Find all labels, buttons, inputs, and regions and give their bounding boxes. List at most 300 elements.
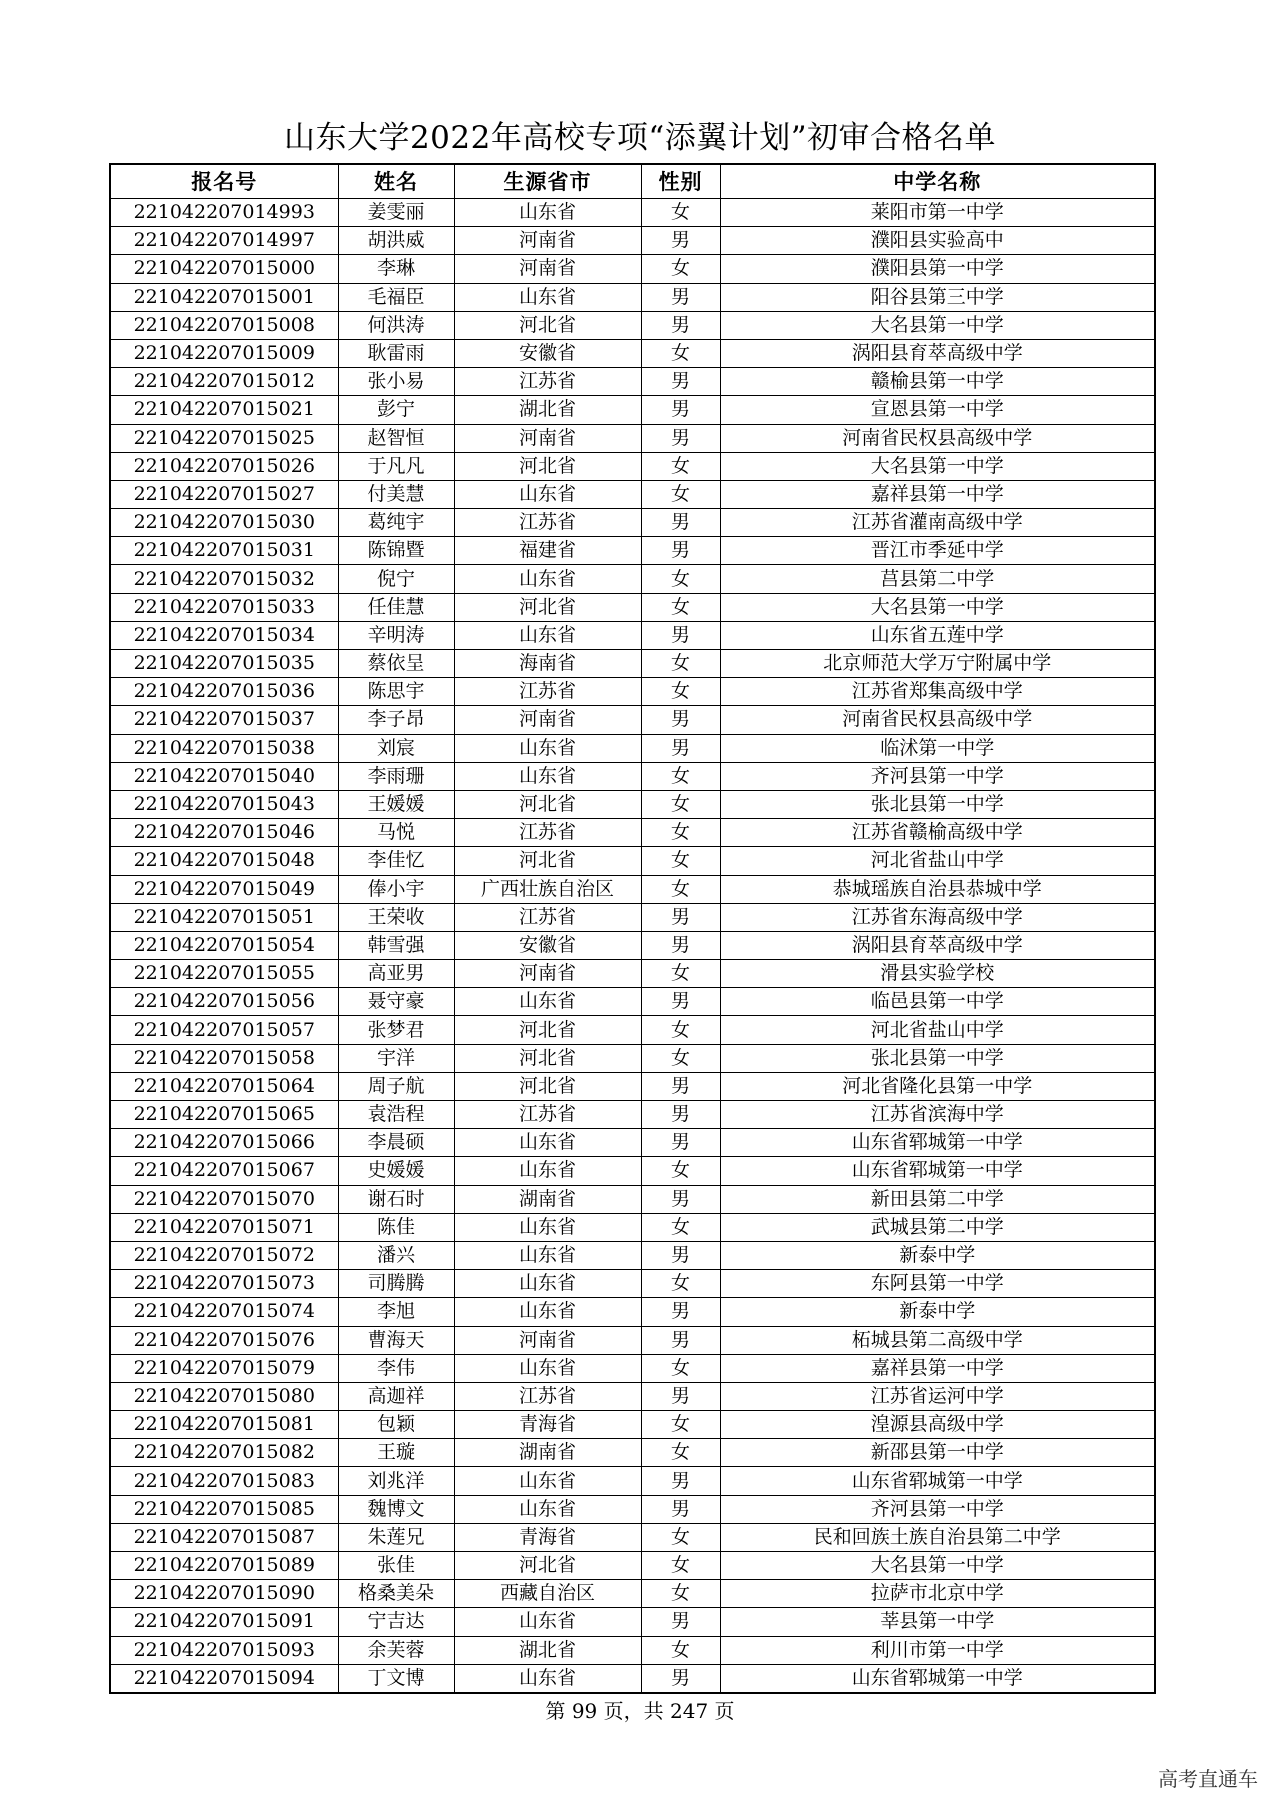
school-cell: 齐河县第一中学 [720, 762, 1155, 790]
school-cell: 拉萨市北京中学 [720, 1580, 1155, 1608]
gender-cell: 男 [641, 1326, 720, 1354]
column-header-name: 姓名 [338, 164, 454, 199]
name-cell: 彭宁 [338, 396, 454, 424]
province-cell: 山东省 [454, 1213, 641, 1241]
table-row [110, 762, 1155, 790]
name-cell: 李雨珊 [338, 762, 454, 790]
name-cell: 聂守豪 [338, 988, 454, 1016]
registration-no-cell: 221042207015090 [110, 1580, 338, 1608]
school-cell: 江苏省灌南高级中学 [720, 509, 1155, 537]
province-cell: 山东省 [454, 199, 641, 227]
province-cell: 青海省 [454, 1523, 641, 1551]
school-cell: 濮阳县实验高中 [720, 227, 1155, 255]
name-cell: 高亚男 [338, 960, 454, 988]
name-cell: 韩雪强 [338, 931, 454, 959]
registration-no-cell: 221042207015079 [110, 1354, 338, 1382]
school-cell: 齐河县第一中学 [720, 1495, 1155, 1523]
province-cell: 河北省 [454, 1016, 641, 1044]
school-cell: 莱阳市第一中学 [720, 199, 1155, 227]
school-cell: 阳谷县第三中学 [720, 283, 1155, 311]
registration-no-cell: 221042207015035 [110, 650, 338, 678]
name-cell: 刘宸 [338, 734, 454, 762]
school-cell: 嘉祥县第一中学 [720, 1354, 1155, 1382]
registration-no-cell: 221042207015043 [110, 790, 338, 818]
registration-no-cell: 221042207015031 [110, 537, 338, 565]
registration-no-cell: 221042207015085 [110, 1495, 338, 1523]
name-cell: 马悦 [338, 819, 454, 847]
province-cell: 江苏省 [454, 903, 641, 931]
name-cell: 于凡凡 [338, 452, 454, 480]
province-cell: 山东省 [454, 988, 641, 1016]
gender-cell: 女 [641, 960, 720, 988]
school-cell: 江苏省滨海中学 [720, 1101, 1155, 1129]
name-cell: 李子昂 [338, 706, 454, 734]
school-cell: 新田县第二中学 [720, 1185, 1155, 1213]
table-row [110, 621, 1155, 649]
province-cell: 河北省 [454, 452, 641, 480]
province-cell: 河南省 [454, 1326, 641, 1354]
registration-no-cell: 221042207015038 [110, 734, 338, 762]
province-cell: 山东省 [454, 565, 641, 593]
gender-cell: 女 [641, 678, 720, 706]
table-row [110, 311, 1155, 339]
table-row [110, 875, 1155, 903]
column-header-province: 生源省市 [454, 164, 641, 199]
gender-cell: 男 [641, 706, 720, 734]
province-cell: 山东省 [454, 283, 641, 311]
gender-cell: 男 [641, 1185, 720, 1213]
table-row [110, 396, 1155, 424]
school-cell: 新泰中学 [720, 1241, 1155, 1269]
registration-no-cell: 221042207015066 [110, 1129, 338, 1157]
province-cell: 湖南省 [454, 1439, 641, 1467]
name-cell: 李晨硕 [338, 1129, 454, 1157]
name-cell: 胡洪威 [338, 227, 454, 255]
registration-no-cell: 221042207015074 [110, 1298, 338, 1326]
name-cell: 李琳 [338, 255, 454, 283]
registration-no-cell: 221042207015049 [110, 875, 338, 903]
candidate-table [109, 163, 1156, 1694]
registration-no-cell: 221042207015076 [110, 1326, 338, 1354]
registration-no-cell: 221042207015087 [110, 1523, 338, 1551]
column-header-gender: 性别 [641, 164, 720, 199]
name-cell: 倪宁 [338, 565, 454, 593]
gender-cell: 男 [641, 396, 720, 424]
table-row [110, 790, 1155, 818]
registration-no-cell: 221042207015008 [110, 311, 338, 339]
table-row [110, 1382, 1155, 1410]
registration-no-cell: 221042207015064 [110, 1072, 338, 1100]
table-row [110, 1580, 1155, 1608]
table-row [110, 1157, 1155, 1185]
province-cell: 福建省 [454, 537, 641, 565]
school-cell: 河北省盐山中学 [720, 1016, 1155, 1044]
gender-cell: 男 [641, 537, 720, 565]
table-row [110, 678, 1155, 706]
province-cell: 江苏省 [454, 819, 641, 847]
name-cell: 谢石时 [338, 1185, 454, 1213]
gender-cell: 女 [641, 847, 720, 875]
school-cell: 湟源县高级中学 [720, 1411, 1155, 1439]
registration-no-cell: 221042207015058 [110, 1044, 338, 1072]
province-cell: 山东省 [454, 762, 641, 790]
table-row [110, 1072, 1155, 1100]
gender-cell: 男 [641, 903, 720, 931]
registration-no-cell: 221042207014997 [110, 227, 338, 255]
school-cell: 河南省民权县高级中学 [720, 424, 1155, 452]
province-cell: 山东省 [454, 1241, 641, 1269]
table-row [110, 1129, 1155, 1157]
registration-no-cell: 221042207015094 [110, 1664, 338, 1693]
table-row [110, 1467, 1155, 1495]
registration-no-cell: 221042207015070 [110, 1185, 338, 1213]
province-cell: 海南省 [454, 650, 641, 678]
gender-cell: 男 [641, 311, 720, 339]
province-cell: 山东省 [454, 1298, 641, 1326]
school-cell: 河北省隆化县第一中学 [720, 1072, 1155, 1100]
table-row [110, 593, 1155, 621]
school-cell: 莘县第一中学 [720, 1608, 1155, 1636]
name-cell: 王媛媛 [338, 790, 454, 818]
gender-cell: 男 [641, 1241, 720, 1269]
province-cell: 山东省 [454, 1270, 641, 1298]
table-row [110, 1241, 1155, 1269]
school-cell: 滑县实验学校 [720, 960, 1155, 988]
table-row [110, 650, 1155, 678]
gender-cell: 女 [641, 1157, 720, 1185]
school-cell: 利川市第一中学 [720, 1636, 1155, 1664]
table-row [110, 1101, 1155, 1129]
watermark-text: 高考直通车 [1158, 1767, 1258, 1791]
province-cell: 江苏省 [454, 509, 641, 537]
name-cell: 丁文博 [338, 1664, 454, 1693]
registration-no-cell: 221042207015034 [110, 621, 338, 649]
table-row [110, 283, 1155, 311]
name-cell: 付美慧 [338, 480, 454, 508]
school-cell: 江苏省赣榆高级中学 [720, 819, 1155, 847]
gender-cell: 女 [641, 1580, 720, 1608]
gender-cell: 女 [641, 1523, 720, 1551]
registration-no-cell: 221042207015082 [110, 1439, 338, 1467]
gender-cell: 男 [641, 988, 720, 1016]
school-cell: 临沭第一中学 [720, 734, 1155, 762]
school-cell: 张北县第一中学 [720, 1044, 1155, 1072]
gender-cell: 女 [641, 1552, 720, 1580]
province-cell: 河南省 [454, 960, 641, 988]
registration-no-cell: 221042207015065 [110, 1101, 338, 1129]
name-cell: 包颖 [338, 1411, 454, 1439]
gender-cell: 女 [641, 199, 720, 227]
school-cell: 张北县第一中学 [720, 790, 1155, 818]
registration-no-cell: 221042207015051 [110, 903, 338, 931]
table-row [110, 1523, 1155, 1551]
name-cell: 辛明涛 [338, 621, 454, 649]
registration-no-cell: 221042207015080 [110, 1382, 338, 1410]
registration-no-cell: 221042207015073 [110, 1270, 338, 1298]
table-row [110, 1636, 1155, 1664]
province-cell: 山东省 [454, 734, 641, 762]
gender-cell: 男 [641, 1101, 720, 1129]
name-cell: 张小易 [338, 368, 454, 396]
name-cell: 蔡依呈 [338, 650, 454, 678]
gender-cell: 男 [641, 734, 720, 762]
table-row [110, 706, 1155, 734]
gender-cell: 女 [641, 650, 720, 678]
table-row [110, 1185, 1155, 1213]
province-cell: 湖北省 [454, 396, 641, 424]
school-cell: 山东省郓城第一中学 [720, 1129, 1155, 1157]
name-cell: 李伟 [338, 1354, 454, 1382]
registration-no-cell: 221042207015040 [110, 762, 338, 790]
province-cell: 河南省 [454, 255, 641, 283]
gender-cell: 女 [641, 1411, 720, 1439]
name-cell: 袁浩程 [338, 1101, 454, 1129]
gender-cell: 女 [641, 1016, 720, 1044]
gender-cell: 女 [641, 339, 720, 367]
table-row [110, 1439, 1155, 1467]
school-cell: 大名县第一中学 [720, 311, 1155, 339]
gender-cell: 男 [641, 1298, 720, 1326]
gender-cell: 男 [641, 621, 720, 649]
school-cell: 山东省郓城第一中学 [720, 1467, 1155, 1495]
registration-no-cell: 221042207015012 [110, 368, 338, 396]
gender-cell: 女 [641, 762, 720, 790]
name-cell: 耿雷雨 [338, 339, 454, 367]
name-cell: 潘兴 [338, 1241, 454, 1269]
school-cell: 山东省郓城第一中学 [720, 1664, 1155, 1693]
province-cell: 山东省 [454, 480, 641, 508]
province-cell: 湖北省 [454, 1636, 641, 1664]
table-row [110, 960, 1155, 988]
table-row [110, 1298, 1155, 1326]
table-row [110, 1495, 1155, 1523]
province-cell: 山东省 [454, 1129, 641, 1157]
table-row [110, 1270, 1155, 1298]
school-cell: 嘉祥县第一中学 [720, 480, 1155, 508]
gender-cell: 女 [641, 1636, 720, 1664]
registration-no-cell: 221042207015027 [110, 480, 338, 508]
registration-no-cell: 221042207015021 [110, 396, 338, 424]
name-cell: 任佳慧 [338, 593, 454, 621]
name-cell: 葛纯宇 [338, 509, 454, 537]
school-cell: 临邑县第一中学 [720, 988, 1155, 1016]
name-cell: 刘兆洋 [338, 1467, 454, 1495]
school-cell: 江苏省运河中学 [720, 1382, 1155, 1410]
gender-cell: 男 [641, 931, 720, 959]
table-row [110, 847, 1155, 875]
gender-cell: 女 [641, 790, 720, 818]
school-cell: 宣恩县第一中学 [720, 396, 1155, 424]
name-cell: 朱莲兄 [338, 1523, 454, 1551]
school-cell: 武城县第二中学 [720, 1213, 1155, 1241]
province-cell: 河南省 [454, 227, 641, 255]
registration-no-cell: 221042207015056 [110, 988, 338, 1016]
registration-no-cell: 221042207015000 [110, 255, 338, 283]
name-cell: 宇洋 [338, 1044, 454, 1072]
table-row [110, 1552, 1155, 1580]
school-cell: 柘城县第二高级中学 [720, 1326, 1155, 1354]
name-cell: 陈佳 [338, 1213, 454, 1241]
table-row [110, 734, 1155, 762]
school-cell: 江苏省郑集高级中学 [720, 678, 1155, 706]
table-row [110, 1016, 1155, 1044]
gender-cell: 男 [641, 227, 720, 255]
gender-cell: 女 [641, 1354, 720, 1382]
school-cell: 恭城瑶族自治县恭城中学 [720, 875, 1155, 903]
gender-cell: 女 [641, 565, 720, 593]
name-cell: 王荣收 [338, 903, 454, 931]
province-cell: 广西壮族自治区 [454, 875, 641, 903]
table-row [110, 255, 1155, 283]
registration-no-cell: 221042207015036 [110, 678, 338, 706]
gender-cell: 女 [641, 452, 720, 480]
registration-no-cell: 221042207015091 [110, 1608, 338, 1636]
name-cell: 司腾腾 [338, 1270, 454, 1298]
gender-cell: 男 [641, 368, 720, 396]
province-cell: 青海省 [454, 1411, 641, 1439]
gender-cell: 女 [641, 875, 720, 903]
province-cell: 河南省 [454, 424, 641, 452]
school-cell: 新邵县第一中学 [720, 1439, 1155, 1467]
table-row [110, 1354, 1155, 1382]
school-cell: 河北省盐山中学 [720, 847, 1155, 875]
gender-cell: 男 [641, 1129, 720, 1157]
gender-cell: 女 [641, 480, 720, 508]
name-cell: 张梦君 [338, 1016, 454, 1044]
province-cell: 河北省 [454, 1552, 641, 1580]
province-cell: 河北省 [454, 1072, 641, 1100]
registration-no-cell: 221042207015083 [110, 1467, 338, 1495]
name-cell: 宁吉达 [338, 1608, 454, 1636]
gender-cell: 男 [641, 509, 720, 537]
school-cell: 东阿县第一中学 [720, 1270, 1155, 1298]
province-cell: 山东省 [454, 1495, 641, 1523]
province-cell: 河南省 [454, 706, 641, 734]
province-cell: 江苏省 [454, 1382, 641, 1410]
gender-cell: 男 [641, 1495, 720, 1523]
school-cell: 晋江市季延中学 [720, 537, 1155, 565]
registration-no-cell: 221042207015054 [110, 931, 338, 959]
registration-no-cell: 221042207015030 [110, 509, 338, 537]
name-cell: 曹海天 [338, 1326, 454, 1354]
page-title: 山东大学2022年高校专项“添翼计划”初审合格名单 [283, 120, 997, 156]
province-cell: 安徽省 [454, 931, 641, 959]
school-cell: 大名县第一中学 [720, 452, 1155, 480]
school-cell: 河南省民权县高级中学 [720, 706, 1155, 734]
registration-no-cell: 221042207015072 [110, 1241, 338, 1269]
school-cell: 大名县第一中学 [720, 1552, 1155, 1580]
province-cell: 河北省 [454, 1044, 641, 1072]
table-row [110, 368, 1155, 396]
table-row [110, 903, 1155, 931]
name-cell: 李旭 [338, 1298, 454, 1326]
registration-no-cell: 221042207015037 [110, 706, 338, 734]
page-footer: 第 99 页，共 247 页 [545, 1699, 735, 1723]
gender-cell: 男 [641, 1664, 720, 1693]
table-row [110, 1608, 1155, 1636]
table-row [110, 339, 1155, 367]
name-cell: 陈思宇 [338, 678, 454, 706]
province-cell: 湖南省 [454, 1185, 641, 1213]
table-row [110, 1326, 1155, 1354]
province-cell: 河北省 [454, 593, 641, 621]
province-cell: 河北省 [454, 847, 641, 875]
school-cell: 大名县第一中学 [720, 593, 1155, 621]
school-cell: 山东省郓城第一中学 [720, 1157, 1155, 1185]
gender-cell: 女 [641, 1439, 720, 1467]
gender-cell: 男 [641, 1467, 720, 1495]
gender-cell: 女 [641, 819, 720, 847]
registration-no-cell: 221042207015089 [110, 1552, 338, 1580]
school-cell: 民和回族土族自治县第二中学 [720, 1523, 1155, 1551]
table-row [110, 227, 1155, 255]
table-row [110, 1213, 1155, 1241]
registration-no-cell: 221042207015025 [110, 424, 338, 452]
table-row [110, 537, 1155, 565]
name-cell: 王璇 [338, 1439, 454, 1467]
gender-cell: 男 [641, 1382, 720, 1410]
table-row [110, 1664, 1155, 1693]
school-cell: 山东省五莲中学 [720, 621, 1155, 649]
name-cell: 姜雯丽 [338, 199, 454, 227]
registration-no-cell: 221042207015093 [110, 1636, 338, 1664]
table-row [110, 1411, 1155, 1439]
name-cell: 李佳忆 [338, 847, 454, 875]
registration-no-cell: 221042207015046 [110, 819, 338, 847]
registration-no-cell: 221042207015055 [110, 960, 338, 988]
registration-no-cell: 221042207015009 [110, 339, 338, 367]
province-cell: 安徽省 [454, 339, 641, 367]
registration-no-cell: 221042207015081 [110, 1411, 338, 1439]
school-cell: 江苏省东海高级中学 [720, 903, 1155, 931]
registration-no-cell: 221042207015001 [110, 283, 338, 311]
province-cell: 山东省 [454, 621, 641, 649]
name-cell: 格桑美朵 [338, 1580, 454, 1608]
gender-cell: 女 [641, 255, 720, 283]
registration-no-cell: 221042207014993 [110, 199, 338, 227]
name-cell: 史媛媛 [338, 1157, 454, 1185]
province-cell: 江苏省 [454, 368, 641, 396]
table-row [110, 452, 1155, 480]
registration-no-cell: 221042207015067 [110, 1157, 338, 1185]
gender-cell: 女 [641, 1270, 720, 1298]
school-cell: 涡阳县育萃高级中学 [720, 931, 1155, 959]
gender-cell: 男 [641, 1608, 720, 1636]
column-header-registration-no: 报名号 [110, 164, 338, 199]
name-cell: 高迦祥 [338, 1382, 454, 1410]
gender-cell: 男 [641, 424, 720, 452]
registration-no-cell: 221042207015048 [110, 847, 338, 875]
table-row [110, 565, 1155, 593]
name-cell: 余芙蓉 [338, 1636, 454, 1664]
registration-no-cell: 221042207015026 [110, 452, 338, 480]
table-row [110, 480, 1155, 508]
province-cell: 西藏自治区 [454, 1580, 641, 1608]
province-cell: 山东省 [454, 1664, 641, 1693]
table-row [110, 509, 1155, 537]
gender-cell: 男 [641, 283, 720, 311]
name-cell: 张佳 [338, 1552, 454, 1580]
name-cell: 陈锦暨 [338, 537, 454, 565]
name-cell: 魏博文 [338, 1495, 454, 1523]
registration-no-cell: 221042207015057 [110, 1016, 338, 1044]
gender-cell: 女 [641, 593, 720, 621]
table-row [110, 819, 1155, 847]
school-cell: 莒县第二中学 [720, 565, 1155, 593]
school-cell: 北京师范大学万宁附属中学 [720, 650, 1155, 678]
province-cell: 河北省 [454, 790, 641, 818]
province-cell: 山东省 [454, 1157, 641, 1185]
